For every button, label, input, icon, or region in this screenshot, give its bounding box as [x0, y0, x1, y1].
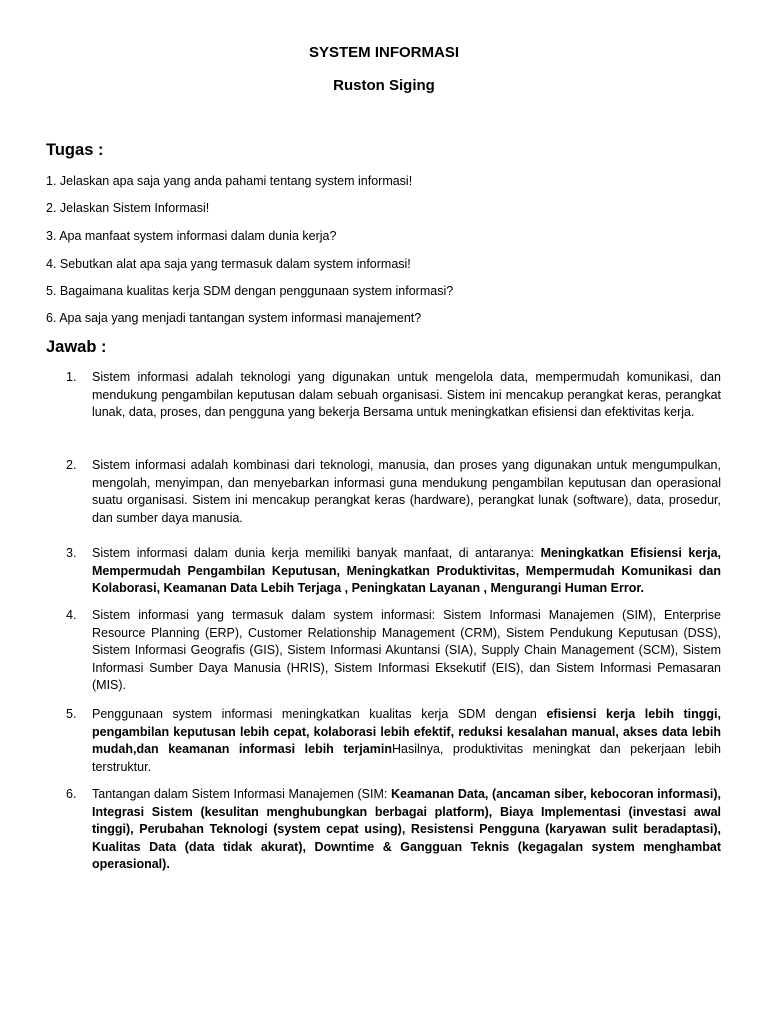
answer-number: 5. — [66, 707, 77, 721]
answer-text-part: Hasilnya, produktivitas meningkat dan pekerjaan lebih terstruktur. — [92, 742, 721, 774]
answer-text-part: Penggunaan system informasi meningkatkan kualitas kerja SDM dengan — [92, 707, 547, 721]
answer-text — [92, 545, 721, 598]
answer-item-2 — [66, 457, 721, 527]
answer-text-bold: Meningkatkan Efisiensi kerja, Mempermudah Pengambilan Keputusan, Meningkatkan Produktivitas, Mempermudah Komunikasi dan Kolaborasi, Keamanan Data Lebih Terjaga , Peningkatan Layanan , Mengurangi Human Error. — [92, 546, 721, 596]
tugas-heading: Tugas : — [46, 141, 104, 159]
answer-text-part: Sistem informasi adalah kombinasi dari teknologi, manusia, dan proses yang digunakan untuk mengumpulkan, mengolah, menyimpan, dan menyebarkan informasi guna mendukung pengambilan keputusan dan operasional suatu organisasi. Sistem ini mencakup perangkat keras (hardware), perangkat lunak (software), data, prosedur, dan sumber daya manusia. — [92, 458, 721, 525]
answer-item-6 — [66, 786, 721, 874]
answer-text — [92, 607, 721, 695]
task-item-2: 2. Jelaskan Sistem Informasi! — [46, 201, 210, 215]
answer-number: 3. — [66, 546, 77, 560]
answer-text — [92, 706, 721, 776]
task-item-1: 1. Jelaskan apa saja yang anda pahami tentang system informasi! — [46, 174, 413, 188]
answer-text — [92, 786, 721, 874]
jawab-heading: Jawab : — [46, 338, 107, 356]
task-item-5: 5. Bagaimana kualitas kerja SDM dengan penggunaan system informasi? — [46, 284, 454, 298]
answer-number: 1. — [66, 370, 77, 384]
answer-number: 2. — [66, 458, 77, 472]
answer-number: 6. — [66, 787, 77, 801]
answer-item-4 — [66, 607, 721, 695]
task-item-4: 4. Sebutkan alat apa saja yang termasuk dalam system informasi! — [46, 257, 411, 271]
answer-text-bold: efisiensi kerja lebih tinggi, pengambilan keputusan lebih cepat, kolaborasi lebih efektif, reduksi kesalahan manual, akses data lebih mudah,dan keamanan informasi lebih terjamin — [92, 707, 721, 757]
answer-text-bold: Keamanan Data, (ancaman siber, kebocoran informasi), Integrasi Sistem (kesulitan menghubungkan berbagai platform), Biaya Implementasi (investasi awal tinggi), Perubahan Teknologi (system cepat using), Resistensi Pengguna (karyawan sulit beradaptasi), Kualitas Data (data tidak akurat), Downtime & Gangguan Teknis (kegagalan system menghambat operasional). — [92, 787, 722, 872]
answer-text-part: Sistem informasi yang termasuk dalam system informasi: Sistem Informasi Manajemen (SIM), Enterprise Resource Planning (ERP), Customer Relationship Management (CRM), Sistem Pendukung Keputusan (DSS), Sistem Informasi Geografis (GIS), Sistem Informasi Akuntansi (SIA), Supply Chain Management (SCM), Sistem Informasi Sumber Daya Manusia (HRIS), Sistem Informasi Eksekutif (EIS), dan Sistem Informasi Pemasaran (MIS). — [92, 608, 721, 693]
answer-text-part: Sistem informasi dalam dunia kerja memiliki banyak manfaat, di antaranya: — [92, 546, 541, 560]
task-item-3: 3. Apa manfaat system informasi dalam dunia kerja? — [46, 229, 337, 243]
answer-item-5 — [66, 706, 721, 776]
answer-text-part: Sistem informasi adalah teknologi yang digunakan untuk mengelola data, mempermudah komunikasi, dan mendukung pengambilan keputusan dalam sebuah organisasi. Sistem ini mencakup perangkat keras, perangkat lunak, data, proses, dan pengguna yang bekerja Bersama untuk meningkatkan efisiensi dan efektivitas kerja. — [92, 370, 721, 420]
answer-item-1 — [66, 369, 721, 422]
answer-item-3 — [66, 545, 721, 598]
answer-text — [92, 457, 721, 527]
answer-text-part: Tantangan dalam Sistem Informasi Manajemen (SIM: — [92, 787, 391, 801]
task-item-6: 6. Apa saja yang menjadi tantangan system informasi manajement? — [46, 311, 422, 325]
answer-text — [92, 369, 721, 422]
author-name: Ruston Siging — [333, 77, 435, 94]
answer-number: 4. — [66, 608, 77, 622]
document-title: SYSTEM INFORMASI — [308, 44, 459, 61]
